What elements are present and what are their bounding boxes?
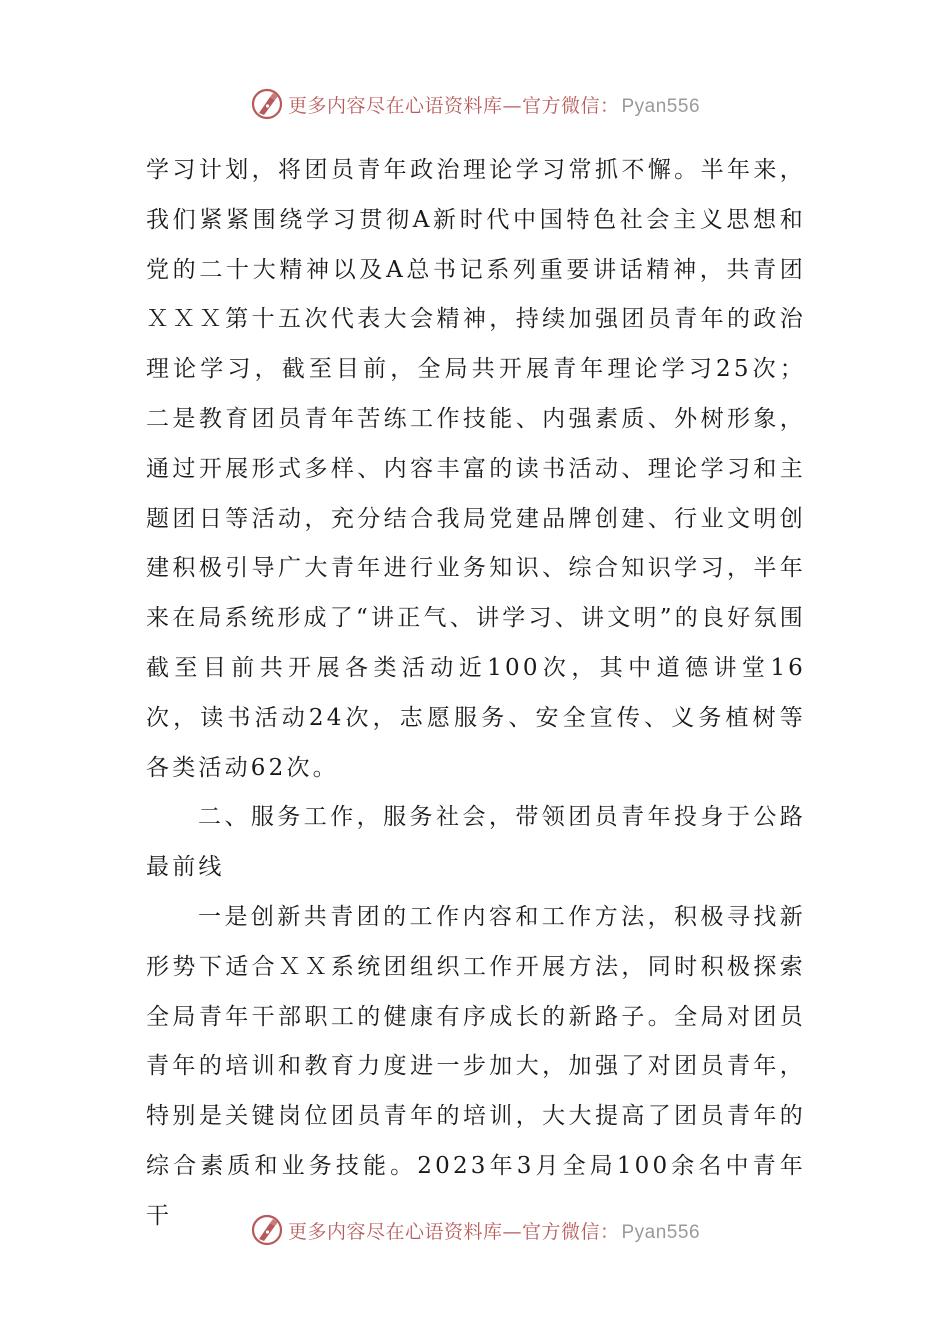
header-watermark: [0, 84, 950, 124]
watermark-text: 更多内容尽在心语资料库—官方微信： Pyan556: [287, 94, 701, 117]
footer-watermark: [0, 1210, 950, 1250]
section-heading: 二、服务工作，服务社会，带领团员青年投身于公路最前线: [146, 804, 806, 881]
pen-nib-logo-icon: [250, 1213, 284, 1247]
pen-nib-logo-icon: [250, 87, 284, 121]
document-body: [146, 146, 806, 1242]
body-paragraph: 一是创新共青团的工作内容和工作方法，积极寻找新形势下适合ＸＸ系统团组织工作开展方法，同时积极探索全局青年干部职工的健康有序成长的新路子。全局对团员青年的培训和教育力度进一步加大，加强了对团员青年，特别是关键岗位团员青年的培训，大大提高了团员青年的综合素质和业务技能。2023年3月全局100余名中青年干: [146, 903, 806, 1229]
watermark-text: 更多内容尽在心语资料库—官方微信： Pyan556: [287, 1220, 701, 1243]
body-paragraph: 学习计划，将团员青年政治理论学习常抓不懈。半年来，我们紧紧围绕学习贯彻A新时代中国特色社会主义思想和党的二十大精神以及A总书记系列重要讲话精神，共青团ＸＸＸ第十五次代表大会精神，持续加强团员青年的政治理论学习，截至目前，全局共开展青年理论学习25次；二是教育团员青年苦练工作技能、内强素质、外树形象，通过开展形式多样、内容丰富的读书活动、理论学习和主题团日等活动，充分结合我局党建品牌创建、行业文明创建积极引导广大青年进行业务知识、综合知识学习，半年来在局系统形成了“讲正气、讲学习、讲文明”的良好氛围截至目前共开展各类活动近100次，其中道德讲堂16次，读书活动24次，志愿服务、安全宣传、义务植树等各类活动62次。: [146, 157, 806, 781]
